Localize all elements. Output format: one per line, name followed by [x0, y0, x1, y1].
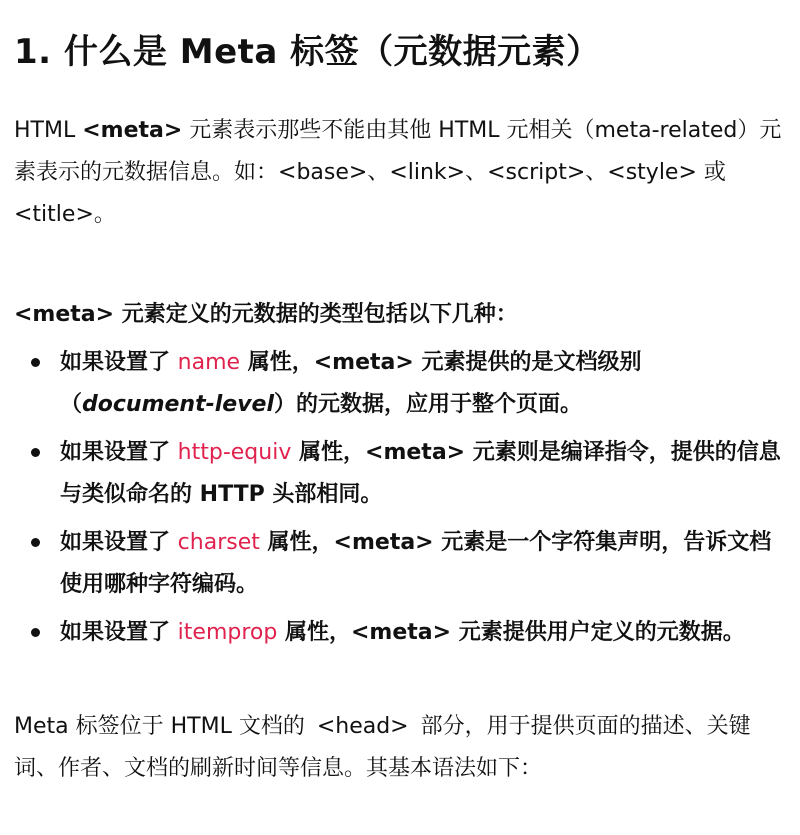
item-suffix-2: ）的元数据，应用于整个页面。: [274, 392, 583, 417]
bullet-icon: [31, 628, 40, 637]
item-prefix: 如果设置了: [60, 440, 178, 465]
intro-paragraph: [14, 110, 782, 236]
outro-text-2: 部分，用于提供页面的描述、关键词、作者、文档的刷新时间等信息。其基本语法如下：: [14, 714, 751, 781]
intro-examples: <base>、<link>、<script>、<style> 或 <title>。: [14, 160, 726, 227]
attr-name: name: [177, 350, 241, 375]
meta-types-list: [14, 342, 782, 654]
item-prefix: 如果设置了: [60, 620, 178, 645]
intro-text-1: HTML: [14, 118, 83, 143]
meta-tag-code: <meta>: [82, 118, 183, 143]
attr-itemprop: itemprop: [177, 620, 278, 645]
bullet-icon: [31, 538, 40, 547]
item-prefix: 如果设置了: [60, 350, 178, 375]
item-suffix: 属性，<meta> 元素是一个字符集声明，告诉文档使用哪种字符编码。: [60, 530, 772, 597]
item-prefix: 如果设置了: [60, 530, 178, 555]
attr-charset: charset: [177, 530, 260, 555]
list-item-name: [14, 342, 782, 426]
item-suffix: 属性，<meta> 元素提供用户定义的元数据。: [277, 620, 745, 645]
item-suffix: 属性，<meta> 元素提供的是文档级别（: [60, 350, 642, 417]
item-italic: document-level: [82, 392, 274, 417]
types-intro: <meta> 元素定义的元数据的类型包括以下几种：: [14, 302, 518, 327]
outro-text-1: Meta 标签位于 HTML 文档的: [14, 714, 305, 739]
list-item-itemprop: [14, 612, 782, 654]
outro-paragraph: [14, 706, 782, 790]
list-item-charset: [14, 522, 782, 606]
bullet-icon: [31, 358, 40, 367]
attr-http-equiv: http-equiv: [177, 440, 292, 465]
head-tag-code: <head>: [316, 714, 409, 739]
item-suffix: 属性，<meta> 元素则是编译指令，提供的信息与类似命名的 HTTP 头部相同。: [60, 440, 781, 507]
intro-text-2: 元素表示那些不能由其他 HTML 元相关（meta-related）元素表示的元数据信息。如：: [14, 118, 782, 185]
bullet-icon: [31, 448, 40, 457]
page-title: 1. 什么是 Meta 标签（元数据元素）: [14, 32, 601, 72]
list-item-http-equiv: [14, 432, 782, 516]
